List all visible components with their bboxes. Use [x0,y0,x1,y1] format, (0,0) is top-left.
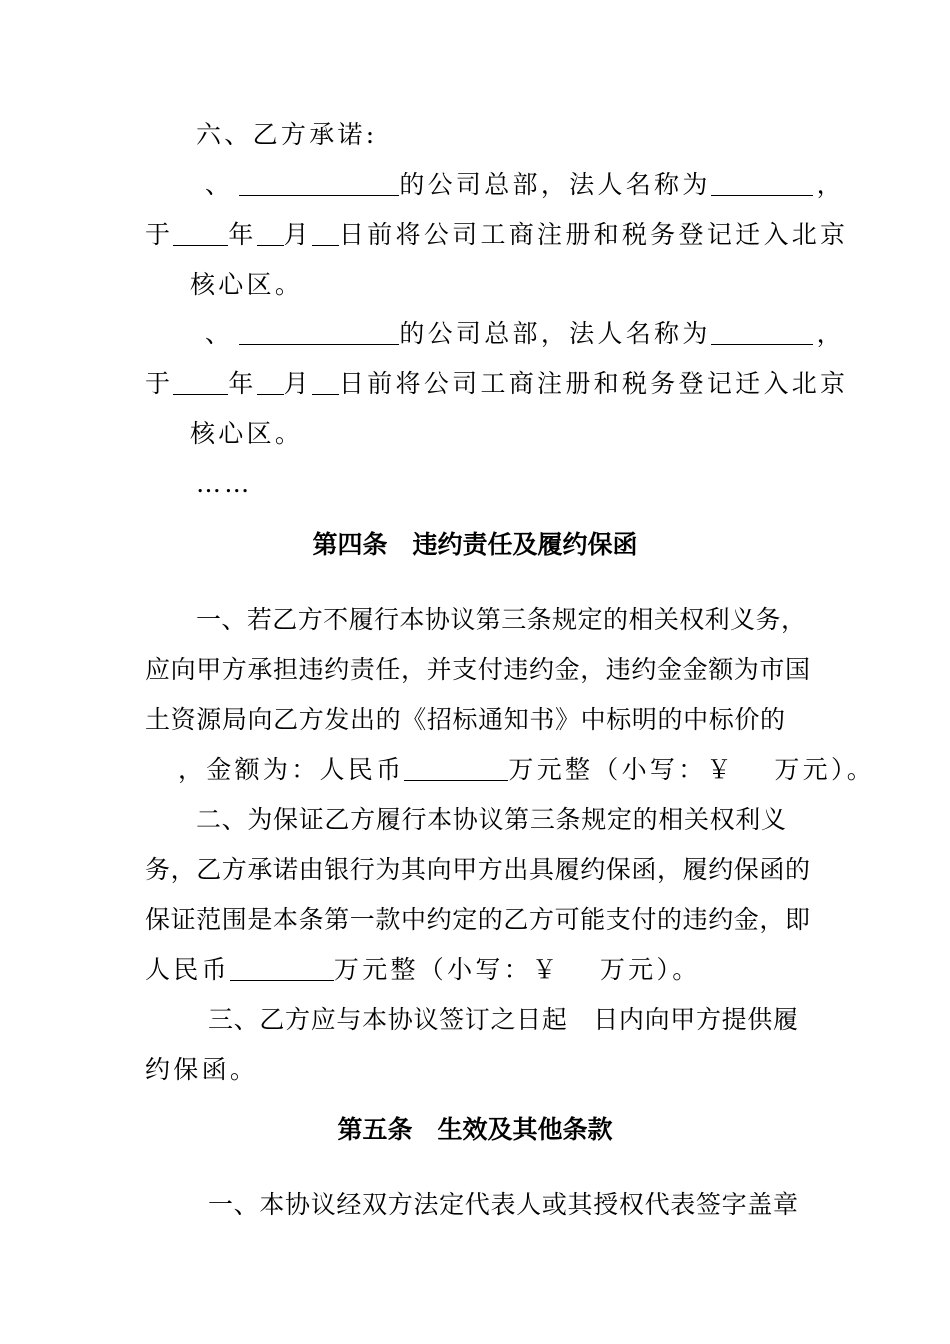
promise-item-1-line-3: 核心区。 [190,270,304,299]
promise-item-2-line-2: 于 年 月 日前将公司工商注册和税务登记迁入北京 [145,369,849,398]
article-4-title: 第四条 违约责任及履约保函 [312,530,638,559]
promise-heading: 六、乙方承诺: [196,120,378,149]
legal-name-blank[interactable] [711,169,813,196]
article-4-p1-line-2: 应向甲方承担违约责任，并支付违约金，违约金金额为市国 [145,655,810,684]
article-4-p1-line-4: ，金额为：人民币 万元整（小写：￥ 万元）。 [178,755,876,784]
article-4-p2-line-1: 二、为保证乙方履行本协议第三条规定的相关权利义 [196,805,786,834]
article-4-p1-line-3: 土资源局向乙方发出的《招标通知书》中标明的中标价的 [145,705,785,734]
promise-item-2-line-3: 核心区。 [190,419,304,448]
year-blank[interactable] [173,219,228,246]
amount-words-blank[interactable] [230,954,334,981]
article-4-p2-line-3: 保证范围是本条第一款中约定的乙方可能支付的违约金，即 [145,905,810,934]
promise-item-1-line-1: 、 的公司总部，法人名称为 ， [205,170,845,199]
legal-name-blank[interactable] [711,318,813,345]
ellipsis: …… [196,469,253,498]
article-4-p2-line-4: 人民币 万元整（小写：￥ 万元）。 [145,955,701,984]
article-4-p1-line-1: 一、若乙方不履行本协议第三条规定的相关权利义务， [196,605,806,634]
company-name-blank[interactable] [239,318,399,345]
month-blank[interactable] [257,368,284,395]
company-name-blank[interactable] [239,169,399,196]
promise-item-1-line-2: 于 年 月 日前将公司工商注册和税务登记迁入北京 [145,220,849,249]
article-5-title: 第五条 生效及其他条款 [337,1115,613,1144]
promise-item-2-line-1: 、 的公司总部，法人名称为 ， [205,319,845,348]
amount-words-blank[interactable] [404,754,508,781]
article-5-p1-line-1: 一、本协议经双方法定代表人或其授权代表签字盖章 [208,1190,798,1219]
article-4-p3-line-2: 约保函。 [145,1055,259,1084]
year-blank[interactable] [173,368,228,395]
article-4-p3-line-1: 三、乙方应与本协议签订之日起 日内向甲方提供履 [208,1005,798,1034]
day-blank[interactable] [312,368,339,395]
day-blank[interactable] [312,219,339,246]
article-4-p2-line-2: 务，乙方承诺由银行为其向甲方出具履约保函，履约保函的 [145,855,810,884]
month-blank[interactable] [257,219,284,246]
